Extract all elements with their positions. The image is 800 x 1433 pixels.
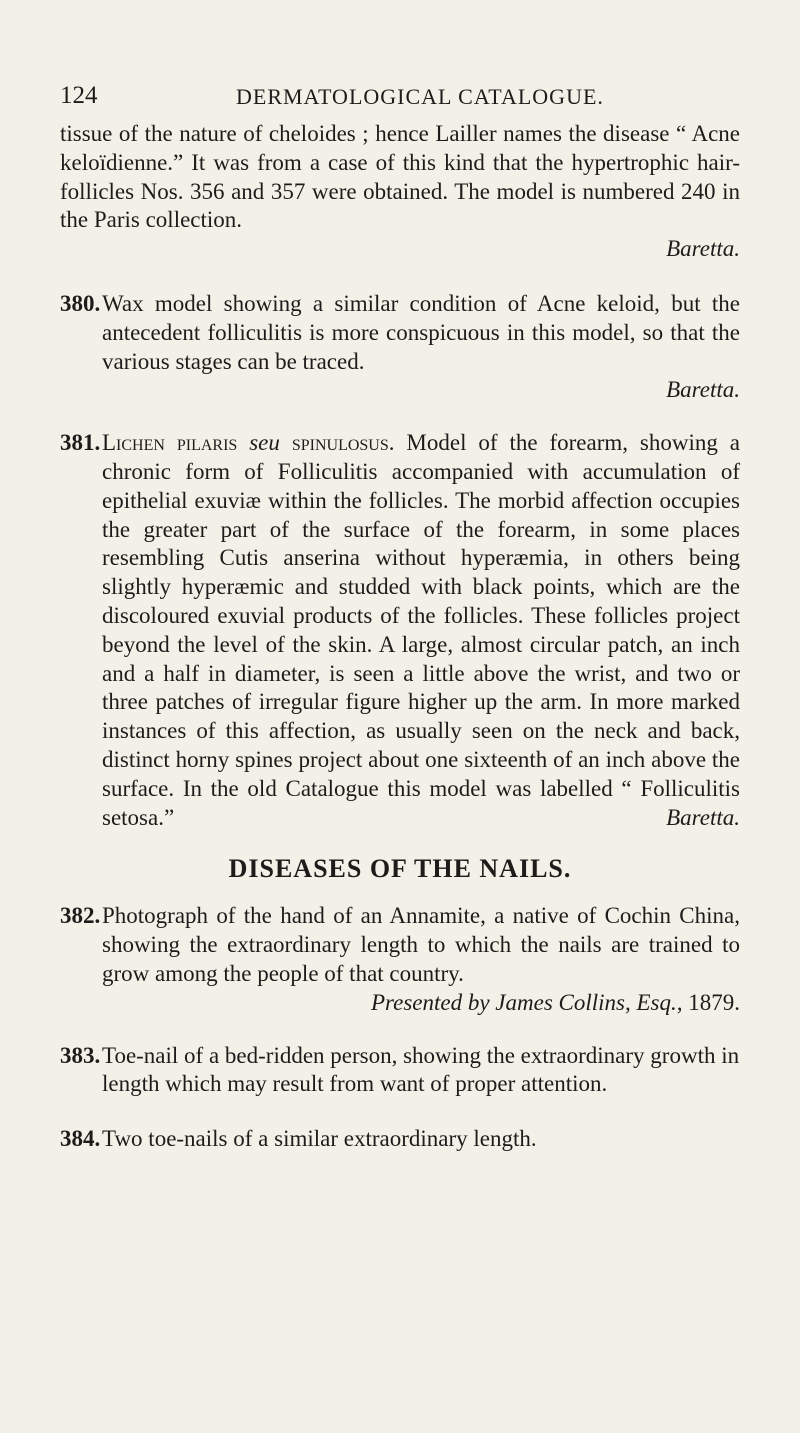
entry-text: Toe-nail of a bed-ridden person, showing the extraordinary growth in length which may result from want of proper attention. <box>102 1042 740 1097</box>
continued-entry-attribution: Baretta. <box>666 236 740 262</box>
entry-attribution: Baretta. <box>666 377 740 403</box>
entry-attribution-line <box>102 989 740 1018</box>
section-heading: DISEASES OF THE NAILS. <box>228 854 572 884</box>
running-title: DERMATOLOGICAL CATALOGUE. <box>236 84 604 109</box>
catalogue-entry-382 <box>60 902 740 1017</box>
entry-attribution: Baretta. <box>666 804 740 830</box>
entry-text: Wax model showing a similar condition of Acne keloid, but the antecedent folliculitis is more conspicuous in this model, so that the various stages can be traced. <box>102 290 740 374</box>
catalogue-entry-384 <box>60 1125 740 1154</box>
catalogue-entry-380 <box>60 290 740 405</box>
entry-number: 384. <box>60 1126 101 1152</box>
entry-number: 382. <box>60 903 101 929</box>
page-number: 124 <box>60 82 98 109</box>
page-body <box>60 120 740 1154</box>
entry-text: Photograph of the hand of an Annamite, a native of Cochin China, showing the extraordinary length to which the nails are trained to grow among the people of that country. <box>102 903 740 986</box>
continued-entry <box>60 120 740 264</box>
entry-number: 381. <box>60 430 101 456</box>
entry-number: 380. <box>60 290 101 316</box>
catalogue-entry-383 <box>60 1042 740 1100</box>
continued-entry-text: tissue of the nature of cheloides ; hence Lailler names the disease “ Acne keloïdienne.” It was from a case of this kind that the hypertrophic hair-follicles Nos. 356 and 357 were obtained. The model is numbered 240 in the Paris collection. <box>60 121 740 233</box>
entry-title: Lichen pilaris <box>102 430 238 456</box>
entry-attribution: Presented by James Collins, Esq., <box>370 989 683 1015</box>
entry-title-connector: seu <box>249 430 280 456</box>
running-head <box>60 82 740 112</box>
entry-text-block <box>102 429 740 832</box>
entry-attribution-year: 1879. <box>688 989 740 1015</box>
catalogue-entry-381 <box>60 429 740 832</box>
entry-text: Two toe-nails of a similar extraordinary length. <box>102 1126 537 1152</box>
entry-number: 383. <box>60 1042 101 1068</box>
entry-text: Model of the forearm, showing a chronic form of Folliculitis accompanied with accumulation of epithelial exuviæ within the follicles. The morbid affection occupies the greater part of the surface of the forearm, in some places resembling Cutis anserina without hyperæmia, in others being slightly hyperæmic and studded with black points, which are the discoloured exuvial products of the follicles. These follicles project beyond the level of the skin. A large, almost circular patch, an inch and a half in diameter, is seen a little above the wrist, and two or three patches of irregular figure higher up the arm. In more marked instances of this affection, as usually seen on the neck and back, distinct horny spines project about one sixteenth of an inch above the surface. In the old Catalogue this model was labelled “ Folliculitis setosa.” <box>102 430 741 830</box>
entry-title-2: spinulosus. <box>291 430 395 456</box>
